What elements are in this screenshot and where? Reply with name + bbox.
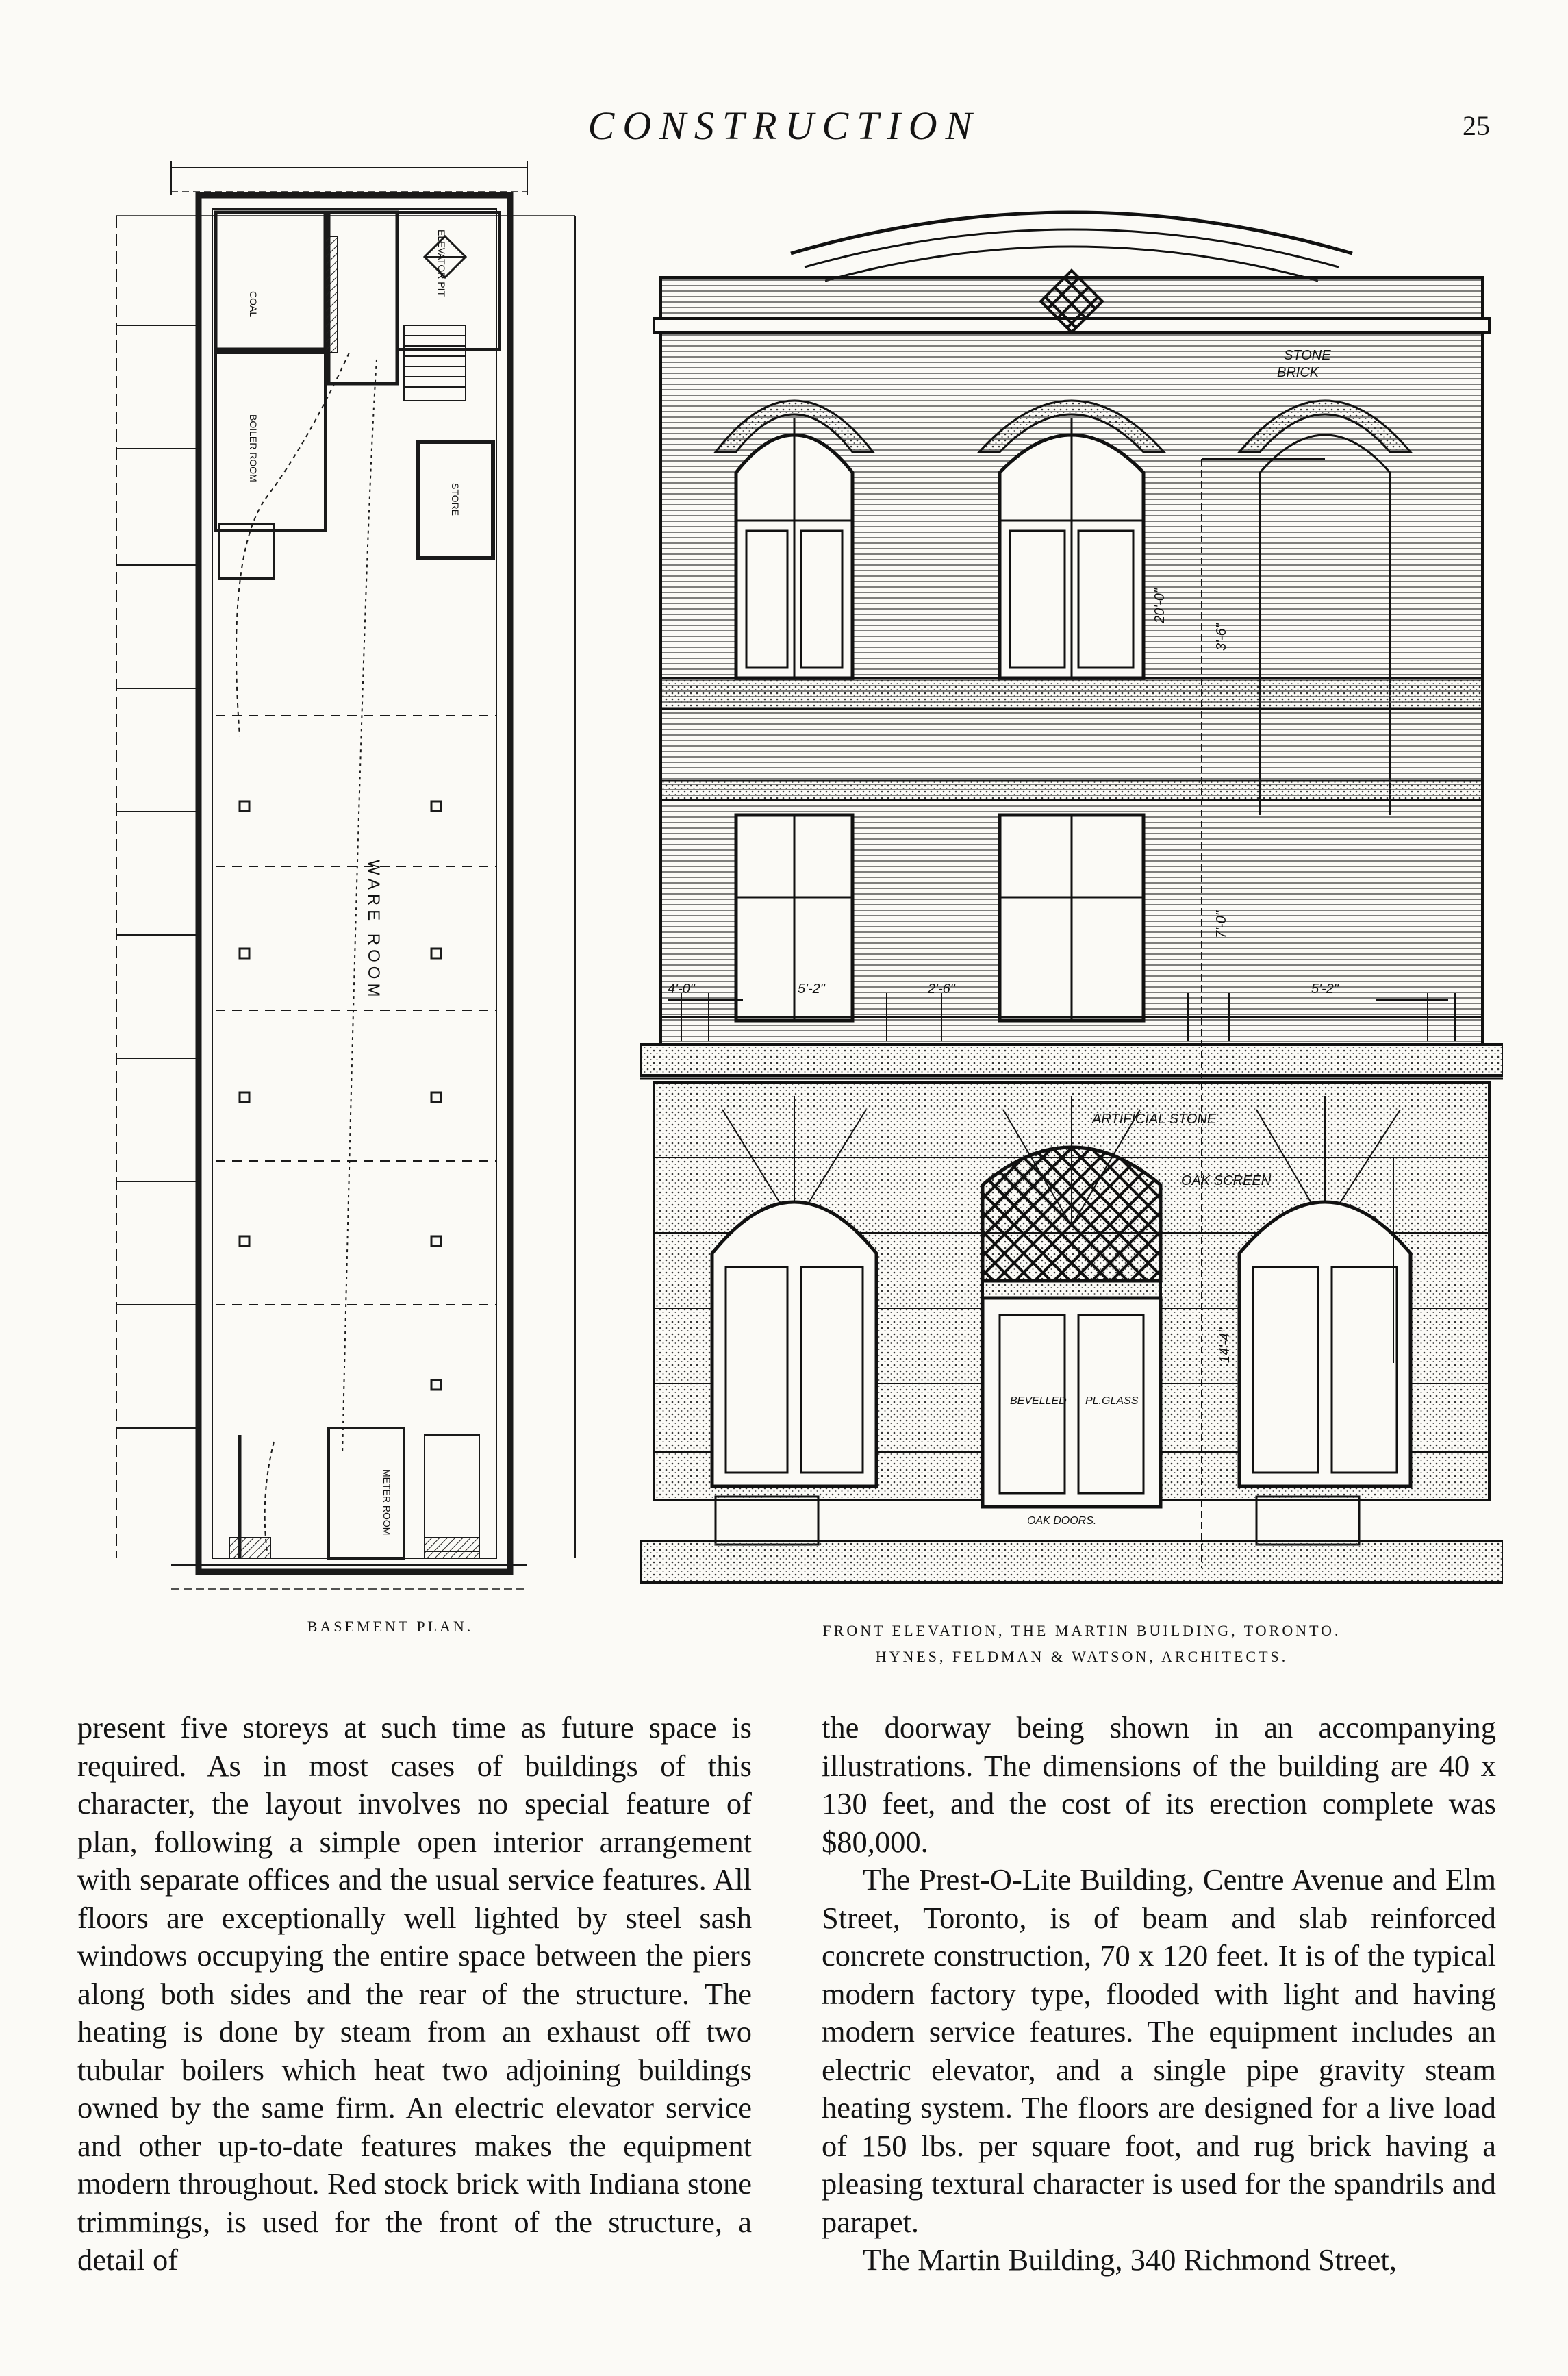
label-meter-room: METER ROOM xyxy=(381,1469,392,1536)
front-elevation-caption-line1: FRONT ELEVATION, THE MARTIN BUILDING, TORONTO. xyxy=(822,1622,1341,1639)
basement-plan-drawing xyxy=(103,154,582,1599)
right-paragraph-2: The Prest-O-Lite Building, Centre Avenue and Elm Street, Toronto, is of beam and slab reinforced concrete construction, 70 x 120 feet. It is of the typical modern factory type, flooded with light and having modern service features. The equipment includes an electric elevator, and a single pipe gravity steam heating system. The floors are designed for a live load of 150 lbs. per square foot, and rug brick having a pleasing textural character is used for the spandrils and parapet. xyxy=(822,1862,1496,2239)
label-plate-glass: PL.GLASS xyxy=(1085,1395,1139,1407)
label-coal: COAL xyxy=(248,291,259,318)
label-elevator-pit: ELEVATOR PIT xyxy=(436,229,447,297)
left-paragraph: present five storeys at such time as future space is required. As in most cases of buildings of this character, the layout involves no special feature of plan, following a simple open interior arrangement with separate offices and the usual service features. All floors are exceptionally well lighted by steel sash windows occupying the entire space between the piers along both sides and the rear of the structure. The heating is done by steam from an exhaust off two tubular boilers which heat two adjoining buildings owned by the same firm. An electric elevator service and other up-to-date features makes the equipment modern throughout. Red stock brick with Indiana stone trimmings, is used for the front of the structure, a detail of xyxy=(77,1710,752,2277)
dim-5-2-right: 5'-2" xyxy=(1311,981,1339,997)
label-bevelled: BEVELLED xyxy=(1010,1395,1067,1407)
label-boiler-room: BOILER ROOM xyxy=(248,414,259,482)
basement-plan-caption: BASEMENT PLAN. xyxy=(307,1618,474,1635)
dim-4-0: 4'-0" xyxy=(668,981,695,997)
body-column-left xyxy=(77,1709,752,2279)
label-store: STORE xyxy=(450,483,461,516)
label-oak-screen: OAK SCREEN xyxy=(1181,1173,1272,1188)
dim-5-2-left: 5'-2" xyxy=(798,981,825,997)
front-elevation-caption xyxy=(781,1618,1383,1670)
body-column-right xyxy=(822,1709,1496,2279)
dim-20-0: 20'-0" xyxy=(1152,588,1167,623)
front-elevation-drawing xyxy=(640,199,1503,1599)
right-paragraph-1: the doorway being shown in an accompanying illustrations. The dimensions of the building are 40 x 130 feet, and the cost of its erection complete was $80,000. xyxy=(822,1710,1496,1859)
dim-3-6: 3'-6" xyxy=(1214,623,1229,651)
right-paragraph-3: The Martin Building, 340 Richmond Street, xyxy=(863,2242,1397,2277)
label-artificial-stone: ARTIFICIAL STONE xyxy=(1092,1112,1217,1127)
label-oak-doors: OAK DOORS. xyxy=(1027,1515,1097,1527)
dim-14-4: 14'-4" xyxy=(1217,1328,1232,1363)
label-brick: BRICK xyxy=(1277,365,1319,380)
label-ware-room: WARE ROOM xyxy=(364,860,383,1001)
dim-7-0: 7'-0" xyxy=(1214,911,1229,938)
label-stone: STONE xyxy=(1284,348,1331,363)
front-elevation-caption-line2: HYNES, FELDMAN & WATSON, ARCHITECTS. xyxy=(875,1648,1289,1665)
page-number: 25 xyxy=(1463,110,1490,141)
dim-2-6: 2'-6" xyxy=(928,981,955,997)
running-title: CONSTRUCTION xyxy=(587,103,981,148)
